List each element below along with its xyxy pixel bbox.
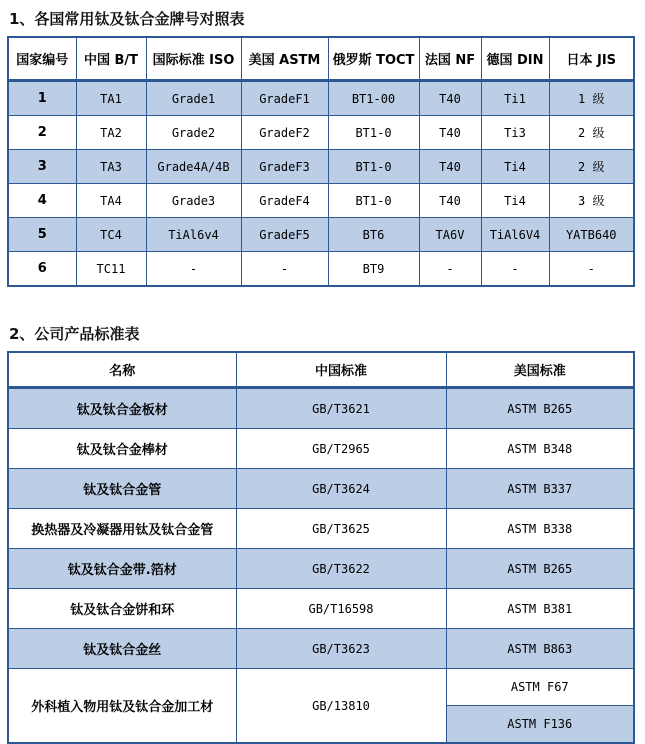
grade-table-header [8,37,634,81]
table-cell: ASTM B863 [446,629,634,669]
table-row [8,388,634,429]
table-cell: TA6V [419,218,481,252]
table-row [8,184,634,218]
table-cell: GB/T3622 [236,549,446,589]
standard-table-title: 2、公司产品标准表 [9,325,140,343]
table-cell: ASTM B265 [446,388,634,429]
table-cell: 钛及钛合金带.箔材 [8,549,236,589]
table-cell: BT1-0 [328,116,419,150]
table-cell: BT9 [328,252,419,287]
table-cell: Grade4A/4B [146,150,241,184]
table-row [8,81,634,116]
table-header-cell: 国际标准 ISO [146,37,241,81]
table-row [8,469,634,509]
table-cell: T40 [419,184,481,218]
table-cell: Grade2 [146,116,241,150]
table-row [8,150,634,184]
table-cell: Ti4 [481,184,549,218]
table-cell: TA1 [76,81,146,116]
table-header-cell: 中国标准 [236,352,446,388]
grade-comparison-table [7,36,635,287]
table-header-cell: 日本 JIS [549,37,634,81]
table-cell: 钛及钛合金管 [8,469,236,509]
table-cell: 3 [8,150,76,184]
header-row [8,37,634,81]
table-header-cell: 国家编号 [8,37,76,81]
table-row [8,252,634,287]
table-cell: 1 级 [549,81,634,116]
table-cell: - [549,252,634,287]
table-cell: 1 [8,81,76,116]
table-header-cell: 法国 NF [419,37,481,81]
table-cell: 钛及钛合金棒材 [8,429,236,469]
table-cell: GB/T16598 [236,589,446,629]
table-cell: BT6 [328,218,419,252]
table-row [8,549,634,589]
table-cell: GradeF2 [241,116,328,150]
table-cell: ASTM B337 [446,469,634,509]
table-cell: BT1-00 [328,81,419,116]
table-cell: - [146,252,241,287]
table-row [8,509,634,549]
table-header-cell: 中国 B/T [76,37,146,81]
table-cell: ASTM B338 [446,509,634,549]
table-row [8,429,634,469]
table-header-cell: 俄罗斯 TOCT [328,37,419,81]
table-cell: Ti4 [481,150,549,184]
table-cell: GB/13810 [236,669,446,744]
table-cell: TC4 [76,218,146,252]
table-cell: TiAl6V4 [481,218,549,252]
table-cell: GradeF5 [241,218,328,252]
table-cell: GradeF3 [241,150,328,184]
table-cell: Grade1 [146,81,241,116]
table-cell: GB/T2965 [236,429,446,469]
table-cell: 3 级 [549,184,634,218]
table-cell: 5 [8,218,76,252]
table-row [8,116,634,150]
grade-table-body [8,81,634,287]
table-cell: ASTM B265 [446,549,634,589]
table-cell: BT1-0 [328,150,419,184]
table-cell: 钛及钛合金板材 [8,388,236,429]
table-cell: Ti3 [481,116,549,150]
table-cell: 2 级 [549,116,634,150]
standard-table-header [8,352,634,388]
table-cell: GradeF4 [241,184,328,218]
table-row [8,669,634,706]
table-header-cell: 美国标准 [446,352,634,388]
header-row [8,352,634,388]
table-cell: - [481,252,549,287]
table-cell: 钛及钛合金丝 [8,629,236,669]
table-cell: 2 [8,116,76,150]
table-row [8,218,634,252]
grade-table-title: 1、各国常用钛及钛合金牌号对照表 [9,10,245,28]
table-cell: TA4 [76,184,146,218]
table-cell: GB/T3625 [236,509,446,549]
table-cell: - [241,252,328,287]
table-cell: 钛及钛合金饼和环 [8,589,236,629]
table-cell: TiAl6v4 [146,218,241,252]
table-cell: GB/T3621 [236,388,446,429]
table-cell: GB/T3624 [236,469,446,509]
table-cell: T40 [419,116,481,150]
standard-table-body [8,388,634,744]
table-cell: 外科植入物用钛及钛合金加工材 [8,669,236,744]
table-header-cell: 名称 [8,352,236,388]
table-cell: ASTM B381 [446,589,634,629]
table-cell: Grade3 [146,184,241,218]
table-header-cell: 德国 DIN [481,37,549,81]
table-cell: ASTM B348 [446,429,634,469]
table-cell: 4 [8,184,76,218]
table-cell: ASTM F136 [446,706,634,744]
table-cell: 2 级 [549,150,634,184]
table-cell: YATB640 [549,218,634,252]
table-cell: TA3 [76,150,146,184]
table-cell: Ti1 [481,81,549,116]
table-cell: GB/T3623 [236,629,446,669]
table-cell: BT1-0 [328,184,419,218]
table-cell: 换热器及冷凝器用钛及钛合金管 [8,509,236,549]
table-cell: - [419,252,481,287]
table-row [8,589,634,629]
table-cell: 6 [8,252,76,287]
product-standard-table [7,351,635,744]
table-cell: TC11 [76,252,146,287]
table-cell: GradeF1 [241,81,328,116]
table-header-cell: 美国 ASTM [241,37,328,81]
table-cell: ASTM F67 [446,669,634,706]
table-cell: TA2 [76,116,146,150]
table-cell: T40 [419,150,481,184]
table-row [8,629,634,669]
table-cell: T40 [419,81,481,116]
